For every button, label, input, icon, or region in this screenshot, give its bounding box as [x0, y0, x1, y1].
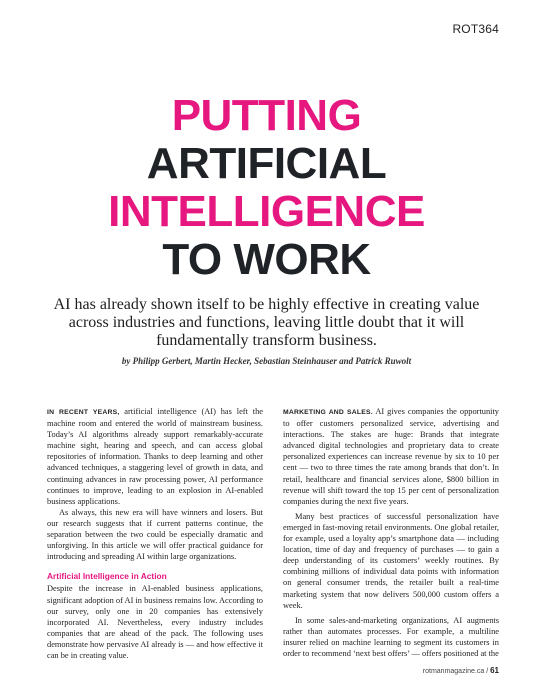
- title-line-3: INTELLIGENCE: [108, 187, 425, 236]
- title-line-4: TO WORK: [162, 235, 371, 284]
- paragraph: As always, this new era will have winners and losers. But our research suggests that if current patterns continue, the separation between the two could be especially dramatic and unforgiving. In this article we will offer practical guidance for introducing and spreading AI within large organizations.: [47, 507, 263, 562]
- page-footer: [423, 666, 499, 675]
- title-line-2: ARTIFICIAL: [146, 139, 387, 188]
- paragraph: [283, 406, 499, 507]
- article-code: ROT364: [452, 22, 499, 36]
- paragraph: Despite the increase in AI-enabled business applications, significant adoption of AI in business remains low. According to our survey, only one in 20 companies has extensively incorporated AI. Nevertheless, every industry includes companies that are ahead of the pack. The following uses demonstrate how pervasive AI already is — and how effective it can be in creating value.: [47, 584, 263, 660]
- lead-in: MARKETING AND SALES.: [283, 409, 373, 416]
- paragraph-text: artificial intelligence (AI) has left the machine room and entered the world of mainstream business. Today’s AI algorithms already support remarkably-accurate machine sight, hearing and speech, and can access global repositories of information. Thanks to deep learning and other advanced techniques, a staggering level of growth in data, and continuing advances in raw processing power, AI performance continues to improve, leading to an explosion in AI-enabled business applications.: [47, 407, 263, 506]
- title-line-1: PUTTING: [171, 91, 362, 140]
- section-subhead: Artificial Intelligence in Action: [47, 571, 167, 582]
- page-number: 61: [490, 666, 499, 675]
- lead-in: IN RECENT YEARS,: [47, 409, 120, 416]
- article-byline: by Philipp Gerbert, Martin Hecker, Sebastian Steinhauser and Patrick Ruwolt: [121, 356, 412, 366]
- paragraph: In some sales-and-marketing organizations, AI augments rather than automates processes. For example, a multiline insurer relied on machine learning to segment its customers in order to recommend ‘next best offers’ — offers positioned at the: [283, 615, 499, 658]
- magazine-site: rotmanmagazine.ca /: [422, 668, 491, 675]
- body-column-left: [47, 406, 263, 661]
- paragraph-text: AI gives companies the opportunity to offer customers personalized service, advertising and interactions. The stakes are huge: Brands that integrate advanced digital technologies and proprietary data to create personalized experiences can increase revenue by six to 10 per cent — two to three times the rate among brands that don’t. In retail, healthcare and financial services alone, $800 billion in revenue will shift toward the top 15 per cent of personalization companies during the next five years.: [283, 407, 499, 506]
- paragraph: Many best practices of successful personalization have emerged in fast-moving retail environments. One global retailer, for example, used a loyalty app’s smartphone data — including location, time of day and frequency of purchases — to gain a deep understanding of its customers’ weekly routines. By combining millions of individual data points with information on general consumer trends, the retailer built a real-time marketing system that now delivers 500,000 custom offers a week.: [283, 511, 499, 610]
- article-deck: AI has already shown itself to be highly effective in creating value across industries and functions, leaving little doubt that it will fundamentally transform business.: [53, 296, 480, 349]
- article-title: [0, 92, 533, 284]
- body-column-right: [283, 406, 499, 659]
- paragraph: [47, 406, 263, 507]
